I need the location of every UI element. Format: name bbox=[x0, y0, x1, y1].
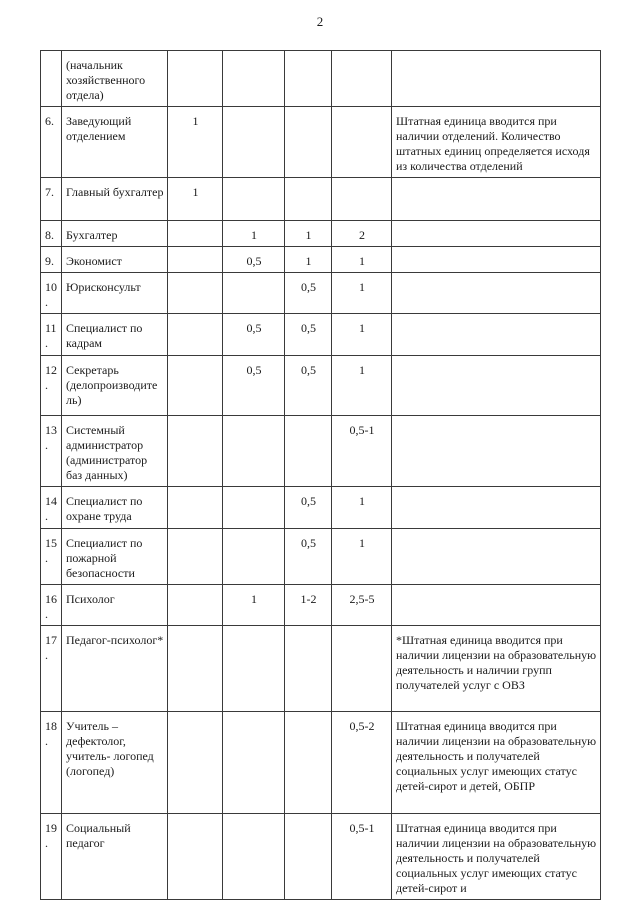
position-name: Специалист по кадрам bbox=[62, 314, 168, 356]
table-row bbox=[41, 178, 601, 221]
row-number: 16. bbox=[41, 585, 62, 626]
position-name: Педагог-психолог* bbox=[62, 626, 168, 712]
value-col-4 bbox=[332, 626, 392, 712]
position-name: (начальник хозяйственного отдела) bbox=[62, 51, 168, 107]
value-col-3 bbox=[285, 626, 332, 712]
position-name: Социальный педагог bbox=[62, 814, 168, 900]
table-row bbox=[41, 273, 601, 314]
note: Штатная единица вводится при наличии отделений. Количество штатных единиц определяется исходя из количества отделений bbox=[392, 107, 601, 178]
row-number: 11. bbox=[41, 314, 62, 356]
row-number: 15. bbox=[41, 529, 62, 585]
value-col-2: 1 bbox=[223, 221, 285, 247]
value-col-1 bbox=[168, 273, 223, 314]
value-col-1: 1 bbox=[168, 178, 223, 221]
note bbox=[392, 178, 601, 221]
value-col-4: 1 bbox=[332, 314, 392, 356]
value-col-3 bbox=[285, 107, 332, 178]
position-name: Экономист bbox=[62, 247, 168, 273]
value-col-3: 0,5 bbox=[285, 273, 332, 314]
value-col-3: 0,5 bbox=[285, 314, 332, 356]
value-col-3 bbox=[285, 416, 332, 487]
position-name: Главный бухгалтер bbox=[62, 178, 168, 221]
value-col-1 bbox=[168, 626, 223, 712]
table-row bbox=[41, 247, 601, 273]
note bbox=[392, 51, 601, 107]
value-col-1 bbox=[168, 247, 223, 273]
value-col-3: 1 bbox=[285, 221, 332, 247]
value-col-2 bbox=[223, 712, 285, 814]
note bbox=[392, 585, 601, 626]
table-row bbox=[41, 416, 601, 487]
note bbox=[392, 356, 601, 416]
note bbox=[392, 247, 601, 273]
page-number: 2 bbox=[316, 14, 324, 29]
value-col-2: 1 bbox=[223, 585, 285, 626]
row-number: 7. bbox=[41, 178, 62, 221]
row-number: 13. bbox=[41, 416, 62, 487]
row-number: 9. bbox=[41, 247, 62, 273]
position-name: Специалист по охране труда bbox=[62, 487, 168, 529]
value-col-4 bbox=[332, 51, 392, 107]
value-col-2 bbox=[223, 529, 285, 585]
table-row bbox=[41, 814, 601, 900]
value-col-1 bbox=[168, 416, 223, 487]
row-number: 18. bbox=[41, 712, 62, 814]
value-col-4: 0,5-1 bbox=[332, 416, 392, 487]
value-col-2 bbox=[223, 273, 285, 314]
note bbox=[392, 529, 601, 585]
position-name: Психолог bbox=[62, 585, 168, 626]
table-row bbox=[41, 487, 601, 529]
value-col-3: 0,5 bbox=[285, 356, 332, 416]
value-col-4: 2 bbox=[332, 221, 392, 247]
position-name: Специалист по пожарной безопасности bbox=[62, 529, 168, 585]
row-number: 14. bbox=[41, 487, 62, 529]
value-col-2 bbox=[223, 178, 285, 221]
note: *Штатная единица вводится при наличии лицензии на образовательную деятельность и наличии групп получателей услуг с ОВЗ bbox=[392, 626, 601, 712]
value-col-2: 0,5 bbox=[223, 314, 285, 356]
note bbox=[392, 416, 601, 487]
value-col-2 bbox=[223, 51, 285, 107]
value-col-2 bbox=[223, 487, 285, 529]
position-name: Учитель – дефектолог, учитель- логопед (логопед) bbox=[62, 712, 168, 814]
table-row bbox=[41, 712, 601, 814]
value-col-1 bbox=[168, 814, 223, 900]
value-col-4 bbox=[332, 107, 392, 178]
value-col-1 bbox=[168, 221, 223, 247]
row-number: 17. bbox=[41, 626, 62, 712]
value-col-3 bbox=[285, 51, 332, 107]
row-number: 10. bbox=[41, 273, 62, 314]
value-col-4: 1 bbox=[332, 247, 392, 273]
value-col-2: 0,5 bbox=[223, 356, 285, 416]
note bbox=[392, 314, 601, 356]
value-col-4: 1 bbox=[332, 273, 392, 314]
position-name: Заведующий отделением bbox=[62, 107, 168, 178]
table-row bbox=[41, 356, 601, 416]
note bbox=[392, 273, 601, 314]
position-name: Секретарь (делопроизводите ль) bbox=[62, 356, 168, 416]
row-number: 19. bbox=[41, 814, 62, 900]
table-row bbox=[41, 51, 601, 107]
value-col-3 bbox=[285, 712, 332, 814]
value-col-1 bbox=[168, 356, 223, 416]
note: Штатная единица вводится при наличии лицензии на образовательную деятельность и получателей социальных услуг имеющих статус детей-сирот и bbox=[392, 814, 601, 900]
note bbox=[392, 487, 601, 529]
value-col-3: 0,5 bbox=[285, 487, 332, 529]
value-col-1 bbox=[168, 585, 223, 626]
value-col-2 bbox=[223, 626, 285, 712]
table-row bbox=[41, 221, 601, 247]
value-col-2: 0,5 bbox=[223, 247, 285, 273]
value-col-1 bbox=[168, 51, 223, 107]
value-col-4: 0,5-2 bbox=[332, 712, 392, 814]
table-row bbox=[41, 585, 601, 626]
value-col-2 bbox=[223, 814, 285, 900]
value-col-1 bbox=[168, 487, 223, 529]
value-col-1: 1 bbox=[168, 107, 223, 178]
table-row bbox=[41, 626, 601, 712]
value-col-4: 1 bbox=[332, 487, 392, 529]
value-col-3: 1-2 bbox=[285, 585, 332, 626]
value-col-3 bbox=[285, 814, 332, 900]
table-row bbox=[41, 314, 601, 356]
value-col-1 bbox=[168, 712, 223, 814]
row-number: 12. bbox=[41, 356, 62, 416]
row-number: 8. bbox=[41, 221, 62, 247]
position-name: Бухгалтер bbox=[62, 221, 168, 247]
table-row bbox=[41, 529, 601, 585]
staffing-table bbox=[40, 50, 601, 900]
value-col-3: 0,5 bbox=[285, 529, 332, 585]
value-col-4: 0,5-1 bbox=[332, 814, 392, 900]
value-col-2 bbox=[223, 107, 285, 178]
value-col-3 bbox=[285, 178, 332, 221]
value-col-2 bbox=[223, 416, 285, 487]
note: Штатная единица вводится при наличии лицензии на образовательную деятельность и получателей социальных услуг имеющих статус детей-сирот и детей, ОБПР bbox=[392, 712, 601, 814]
value-col-4: 2,5-5 bbox=[332, 585, 392, 626]
position-name: Юрисконсульт bbox=[62, 273, 168, 314]
value-col-4 bbox=[332, 178, 392, 221]
note bbox=[392, 221, 601, 247]
value-col-4: 1 bbox=[332, 529, 392, 585]
value-col-1 bbox=[168, 314, 223, 356]
row-number bbox=[41, 51, 62, 107]
position-name: Системный администратор (администратор баз данных) bbox=[62, 416, 168, 487]
row-number: 6. bbox=[41, 107, 62, 178]
value-col-3: 1 bbox=[285, 247, 332, 273]
value-col-4: 1 bbox=[332, 356, 392, 416]
table-row bbox=[41, 107, 601, 178]
value-col-1 bbox=[168, 529, 223, 585]
